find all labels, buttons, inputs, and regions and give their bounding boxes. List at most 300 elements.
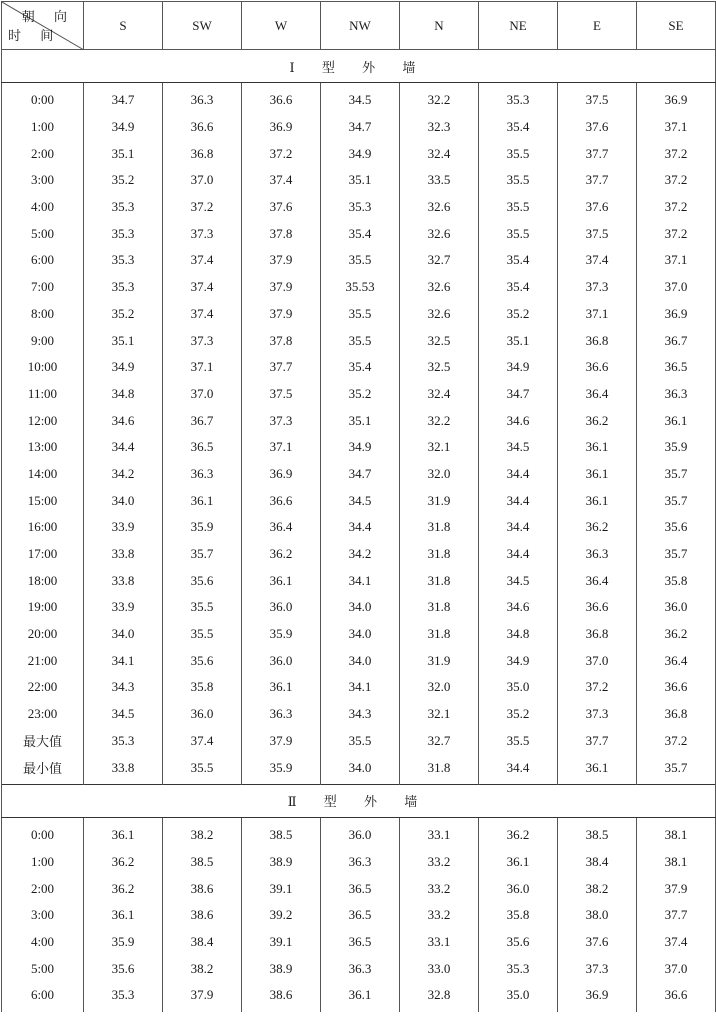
table-row [2, 594, 716, 621]
temperature-cell: 32.0 [400, 674, 479, 701]
table-row [2, 194, 716, 221]
temperature-cell: 36.4 [242, 514, 321, 541]
temperature-cell: 35.5 [321, 247, 400, 274]
temperature-cell: 37.3 [558, 701, 637, 728]
corner-header-cell [2, 2, 84, 50]
temperature-cell: 31.9 [400, 647, 479, 674]
temperature-cell: 33.1 [400, 929, 479, 956]
table-row [2, 220, 716, 247]
temperature-cell: 37.3 [558, 955, 637, 982]
temperature-cell: 38.9 [242, 849, 321, 876]
temperature-cell: 34.0 [84, 621, 163, 648]
time-cell: 6:00 [2, 982, 84, 1012]
temperature-cell: 32.1 [400, 701, 479, 728]
orientation-header: SE [637, 2, 716, 50]
table-row [2, 487, 716, 514]
temperature-cell: 37.2 [242, 140, 321, 167]
temperature-cell: 33.9 [84, 514, 163, 541]
temperature-cell: 34.3 [321, 701, 400, 728]
time-cell: 3:00 [2, 167, 84, 194]
temperature-cell: 34.4 [479, 461, 558, 488]
temperature-cell: 37.3 [558, 274, 637, 301]
temperature-cell: 34.0 [321, 754, 400, 784]
temperature-cell: 36.2 [84, 849, 163, 876]
temperature-cell: 38.1 [637, 817, 716, 848]
temperature-cell: 33.8 [84, 754, 163, 784]
time-cell: 1:00 [2, 114, 84, 141]
table-row [2, 754, 716, 784]
temperature-cell: 32.4 [400, 381, 479, 408]
temperature-cell: 35.1 [84, 327, 163, 354]
temperature-cell: 31.8 [400, 514, 479, 541]
temperature-cell: 37.1 [637, 114, 716, 141]
temperature-cell: 37.4 [163, 274, 242, 301]
temperature-cell: 34.4 [479, 541, 558, 568]
temperature-cell: 37.1 [163, 354, 242, 381]
temperature-cell: 38.5 [242, 817, 321, 848]
time-cell: 2:00 [2, 875, 84, 902]
temperature-cell: 35.1 [321, 407, 400, 434]
temperature-cell: 37.6 [558, 929, 637, 956]
temperature-cell: 35.5 [321, 728, 400, 755]
time-cell: 12:00 [2, 407, 84, 434]
temperature-cell: 35.5 [479, 194, 558, 221]
temperature-cell: 36.3 [558, 541, 637, 568]
time-cell: 17:00 [2, 541, 84, 568]
temperature-cell: 35.9 [242, 754, 321, 784]
temperature-cell: 37.3 [242, 407, 321, 434]
temperature-cell: 35.2 [321, 381, 400, 408]
temperature-cell: 35.5 [479, 140, 558, 167]
time-cell: 23:00 [2, 701, 84, 728]
temperature-cell: 36.1 [558, 754, 637, 784]
time-cell: 6:00 [2, 247, 84, 274]
orientation-header: E [558, 2, 637, 50]
temperature-cell: 36.6 [242, 487, 321, 514]
temperature-cell: 31.8 [400, 594, 479, 621]
table-row [2, 621, 716, 648]
table-row [2, 567, 716, 594]
temperature-cell: 36.2 [558, 514, 637, 541]
temperature-cell: 36.1 [558, 434, 637, 461]
table-row [2, 817, 716, 848]
time-cell: 3:00 [2, 902, 84, 929]
table-row [2, 167, 716, 194]
temperature-cell: 34.2 [84, 461, 163, 488]
section-title: Ⅱ 型 外 墙 [2, 784, 716, 817]
table-row [2, 674, 716, 701]
temperature-cell: 36.8 [558, 327, 637, 354]
temperature-cell: 35.2 [84, 167, 163, 194]
time-cell: 0:00 [2, 83, 84, 114]
orientation-header: N [400, 2, 479, 50]
temperature-cell: 38.4 [163, 929, 242, 956]
temperature-cell: 34.5 [479, 567, 558, 594]
temperature-cell: 37.4 [242, 167, 321, 194]
temperature-cell: 36.5 [321, 875, 400, 902]
temperature-cell: 38.5 [163, 849, 242, 876]
table-row [2, 83, 716, 114]
temperature-cell: 31.8 [400, 567, 479, 594]
time-cell: 13:00 [2, 434, 84, 461]
temperature-cell: 36.5 [637, 354, 716, 381]
table-row [2, 728, 716, 755]
temperature-cell: 36.5 [163, 434, 242, 461]
time-cell: 18:00 [2, 567, 84, 594]
temperature-cell: 34.1 [321, 567, 400, 594]
temperature-cell: 35.4 [479, 114, 558, 141]
temperature-cell: 35.5 [479, 167, 558, 194]
temperature-cell: 38.2 [163, 817, 242, 848]
temperature-cell: 34.1 [84, 647, 163, 674]
temperature-cell: 33.5 [400, 167, 479, 194]
temperature-cell: 35.7 [637, 461, 716, 488]
time-cell: 10:00 [2, 354, 84, 381]
orientation-header: SW [163, 2, 242, 50]
temperature-cell: 35.5 [321, 301, 400, 328]
time-cell: 1:00 [2, 849, 84, 876]
temperature-cell: 35.6 [479, 929, 558, 956]
time-cell: 22:00 [2, 674, 84, 701]
temperature-cell: 38.2 [163, 955, 242, 982]
temperature-cell: 35.2 [479, 301, 558, 328]
temperature-cell: 31.9 [400, 487, 479, 514]
temperature-cell: 36.8 [163, 140, 242, 167]
temperature-cell: 32.2 [400, 407, 479, 434]
table-row [2, 327, 716, 354]
time-cell: 4:00 [2, 929, 84, 956]
temperature-cell: 32.7 [400, 247, 479, 274]
temperature-cell: 34.4 [479, 487, 558, 514]
temperature-cell: 37.4 [163, 728, 242, 755]
temperature-cell: 34.9 [84, 114, 163, 141]
temperature-cell: 35.4 [321, 220, 400, 247]
temperature-cell: 36.1 [242, 674, 321, 701]
temperature-cell: 36.1 [321, 982, 400, 1012]
table-row [2, 982, 716, 1012]
temperature-cell: 35.53 [321, 274, 400, 301]
orientation-header: NE [479, 2, 558, 50]
time-cell: 最大值 [2, 728, 84, 755]
temperature-cell: 36.2 [84, 875, 163, 902]
temperature-cell: 36.1 [242, 567, 321, 594]
wall-temperature-table [1, 1, 716, 1012]
temperature-cell: 37.2 [637, 220, 716, 247]
temperature-cell: 32.7 [400, 728, 479, 755]
temperature-cell: 35.9 [637, 434, 716, 461]
temperature-cell: 35.3 [84, 728, 163, 755]
temperature-cell: 34.6 [479, 407, 558, 434]
temperature-cell: 34.0 [321, 621, 400, 648]
table-row [2, 274, 716, 301]
temperature-cell: 35.0 [479, 674, 558, 701]
temperature-cell: 37.6 [558, 114, 637, 141]
temperature-cell: 37.5 [558, 220, 637, 247]
orientation-axis-label: 朝 向 [21, 9, 75, 24]
temperature-cell: 35.3 [84, 982, 163, 1012]
table-row [2, 301, 716, 328]
temperature-cell: 35.6 [163, 567, 242, 594]
temperature-cell: 39.2 [242, 902, 321, 929]
temperature-cell: 36.2 [558, 407, 637, 434]
table-row [2, 461, 716, 488]
temperature-cell: 34.5 [321, 83, 400, 114]
temperature-cell: 36.9 [242, 114, 321, 141]
table-row [2, 434, 716, 461]
temperature-cell: 34.4 [479, 754, 558, 784]
temperature-cell: 36.6 [637, 982, 716, 1012]
temperature-cell: 37.0 [163, 167, 242, 194]
temperature-cell: 34.8 [479, 621, 558, 648]
temperature-cell: 37.4 [637, 929, 716, 956]
table-row [2, 541, 716, 568]
temperature-cell: 35.8 [637, 567, 716, 594]
temperature-cell: 36.3 [163, 461, 242, 488]
temperature-cell: 34.5 [321, 487, 400, 514]
time-cell: 15:00 [2, 487, 84, 514]
temperature-cell: 34.4 [84, 434, 163, 461]
temperature-cell: 37.5 [558, 83, 637, 114]
temperature-cell: 34.7 [479, 381, 558, 408]
temperature-cell: 36.1 [84, 817, 163, 848]
temperature-cell: 35.3 [479, 83, 558, 114]
temperature-cell: 35.5 [321, 327, 400, 354]
temperature-cell: 38.6 [163, 875, 242, 902]
temperature-cell: 31.8 [400, 621, 479, 648]
temperature-cell: 35.8 [479, 902, 558, 929]
temperature-cell: 35.5 [163, 594, 242, 621]
time-cell: 16:00 [2, 514, 84, 541]
temperature-cell: 38.6 [242, 982, 321, 1012]
temperature-cell: 33.2 [400, 849, 479, 876]
temperature-cell: 37.2 [163, 194, 242, 221]
temperature-cell: 38.5 [558, 817, 637, 848]
temperature-cell: 35.0 [479, 982, 558, 1012]
temperature-cell: 37.8 [242, 220, 321, 247]
temperature-cell: 33.8 [84, 541, 163, 568]
table-row [2, 929, 716, 956]
temperature-cell: 33.0 [400, 955, 479, 982]
temperature-cell: 37.7 [558, 167, 637, 194]
temperature-cell: 36.4 [558, 567, 637, 594]
temperature-cell: 36.6 [637, 674, 716, 701]
temperature-cell: 36.7 [163, 407, 242, 434]
temperature-cell: 32.8 [400, 982, 479, 1012]
temperature-cell: 36.3 [637, 381, 716, 408]
temperature-cell: 35.6 [163, 647, 242, 674]
temperature-cell: 35.5 [479, 220, 558, 247]
temperature-cell: 36.1 [163, 487, 242, 514]
temperature-cell: 34.9 [84, 354, 163, 381]
temperature-cell: 32.6 [400, 274, 479, 301]
temperature-cell: 36.2 [242, 541, 321, 568]
time-cell: 最小值 [2, 754, 84, 784]
temperature-cell: 38.9 [242, 955, 321, 982]
temperature-cell: 36.6 [558, 354, 637, 381]
time-cell: 20:00 [2, 621, 84, 648]
temperature-cell: 37.7 [558, 728, 637, 755]
temperature-cell: 37.7 [637, 902, 716, 929]
orientation-header: W [242, 2, 321, 50]
temperature-cell: 34.4 [479, 514, 558, 541]
temperature-cell: 36.0 [637, 594, 716, 621]
temperature-cell: 36.3 [242, 701, 321, 728]
temperature-cell: 35.5 [163, 621, 242, 648]
table-row [2, 955, 716, 982]
temperature-cell: 38.1 [637, 849, 716, 876]
temperature-cell: 35.1 [321, 167, 400, 194]
temperature-cell: 35.4 [321, 354, 400, 381]
temperature-cell: 37.2 [558, 674, 637, 701]
temperature-cell: 37.1 [637, 247, 716, 274]
temperature-cell: 35.3 [84, 247, 163, 274]
temperature-cell: 36.1 [84, 902, 163, 929]
table-row [2, 875, 716, 902]
temperature-cell: 33.2 [400, 875, 479, 902]
temperature-cell: 35.5 [479, 728, 558, 755]
temperature-cell: 32.3 [400, 114, 479, 141]
temperature-cell: 37.2 [637, 194, 716, 221]
temperature-cell: 36.9 [637, 301, 716, 328]
header-row [2, 2, 716, 50]
temperature-cell: 37.6 [558, 194, 637, 221]
table-body [2, 50, 716, 1012]
temperature-cell: 37.1 [242, 434, 321, 461]
temperature-cell: 37.9 [242, 301, 321, 328]
temperature-cell: 31.8 [400, 541, 479, 568]
temperature-cell: 35.3 [479, 955, 558, 982]
temperature-cell: 36.0 [321, 817, 400, 848]
temperature-cell: 34.0 [84, 487, 163, 514]
time-cell: 9:00 [2, 327, 84, 354]
temperature-cell: 37.4 [558, 247, 637, 274]
temperature-cell: 36.0 [163, 701, 242, 728]
temperature-cell: 33.9 [84, 594, 163, 621]
temperature-cell: 37.7 [558, 140, 637, 167]
temperature-cell: 35.9 [242, 621, 321, 648]
orientation-header: NW [321, 2, 400, 50]
temperature-cell: 37.8 [242, 327, 321, 354]
temperature-cell: 37.9 [242, 274, 321, 301]
temperature-cell: 34.3 [84, 674, 163, 701]
temperature-cell: 35.2 [84, 301, 163, 328]
temperature-cell: 35.3 [321, 194, 400, 221]
temperature-cell: 36.3 [163, 83, 242, 114]
time-cell: 21:00 [2, 647, 84, 674]
temperature-cell: 36.9 [558, 982, 637, 1012]
temperature-cell: 32.6 [400, 220, 479, 247]
temperature-cell: 36.9 [242, 461, 321, 488]
temperature-cell: 34.9 [321, 434, 400, 461]
temperature-cell: 34.7 [321, 114, 400, 141]
temperature-cell: 36.5 [321, 929, 400, 956]
time-axis-label: 时 间 [8, 28, 62, 43]
temperature-cell: 37.0 [637, 274, 716, 301]
temperature-cell: 37.9 [163, 982, 242, 1012]
temperature-cell: 37.2 [637, 167, 716, 194]
time-cell: 7:00 [2, 274, 84, 301]
time-cell: 19:00 [2, 594, 84, 621]
table-row [2, 849, 716, 876]
temperature-cell: 36.3 [321, 955, 400, 982]
table-row [2, 354, 716, 381]
temperature-cell: 34.9 [479, 647, 558, 674]
temperature-cell: 35.7 [637, 487, 716, 514]
temperature-cell: 36.8 [558, 621, 637, 648]
temperature-cell: 32.5 [400, 327, 479, 354]
temperature-cell: 35.3 [84, 274, 163, 301]
section-header-row [2, 784, 716, 817]
temperature-cell: 34.8 [84, 381, 163, 408]
temperature-cell: 32.2 [400, 83, 479, 114]
temperature-cell: 36.6 [558, 594, 637, 621]
orientation-header: S [84, 2, 163, 50]
temperature-cell: 38.2 [558, 875, 637, 902]
temperature-cell: 37.4 [163, 247, 242, 274]
temperature-cell: 36.2 [479, 817, 558, 848]
temperature-cell: 34.4 [321, 514, 400, 541]
temperature-cell: 34.9 [479, 354, 558, 381]
temperature-cell: 38.4 [558, 849, 637, 876]
table-row [2, 647, 716, 674]
temperature-cell: 35.9 [84, 929, 163, 956]
time-cell: 5:00 [2, 220, 84, 247]
temperature-cell: 34.0 [321, 647, 400, 674]
temperature-cell: 35.9 [163, 514, 242, 541]
temperature-cell: 36.4 [558, 381, 637, 408]
temperature-cell: 36.0 [242, 647, 321, 674]
temperature-cell: 36.0 [479, 875, 558, 902]
temperature-cell: 36.1 [479, 849, 558, 876]
temperature-cell: 36.0 [242, 594, 321, 621]
temperature-cell: 37.9 [242, 728, 321, 755]
temperature-cell: 34.0 [321, 594, 400, 621]
temperature-cell: 31.8 [400, 754, 479, 784]
temperature-cell: 36.6 [242, 83, 321, 114]
temperature-cell: 39.1 [242, 875, 321, 902]
temperature-cell: 36.1 [558, 461, 637, 488]
temperature-cell: 32.6 [400, 194, 479, 221]
temperature-cell: 35.2 [479, 701, 558, 728]
temperature-cell: 35.5 [163, 754, 242, 784]
temperature-cell: 34.6 [479, 594, 558, 621]
time-cell: 8:00 [2, 301, 84, 328]
temperature-cell: 34.6 [84, 407, 163, 434]
temperature-cell: 35.3 [84, 220, 163, 247]
temperature-cell: 37.0 [163, 381, 242, 408]
temperature-cell: 33.1 [400, 817, 479, 848]
temperature-cell: 37.2 [637, 728, 716, 755]
temperature-cell: 34.7 [321, 461, 400, 488]
time-cell: 11:00 [2, 381, 84, 408]
temperature-cell: 37.1 [558, 301, 637, 328]
table-row [2, 247, 716, 274]
temperature-cell: 34.1 [321, 674, 400, 701]
temperature-cell: 35.1 [84, 140, 163, 167]
section-title: Ⅰ 型 外 墙 [2, 50, 716, 83]
table-row [2, 701, 716, 728]
temperature-cell: 35.6 [637, 514, 716, 541]
temperature-cell: 35.4 [479, 274, 558, 301]
temperature-cell: 35.4 [479, 247, 558, 274]
section-header-row [2, 50, 716, 83]
temperature-cell: 33.2 [400, 902, 479, 929]
temperature-cell: 37.2 [637, 140, 716, 167]
temperature-cell: 32.5 [400, 354, 479, 381]
temperature-cell: 36.2 [637, 621, 716, 648]
temperature-cell: 37.0 [558, 647, 637, 674]
time-cell: 4:00 [2, 194, 84, 221]
